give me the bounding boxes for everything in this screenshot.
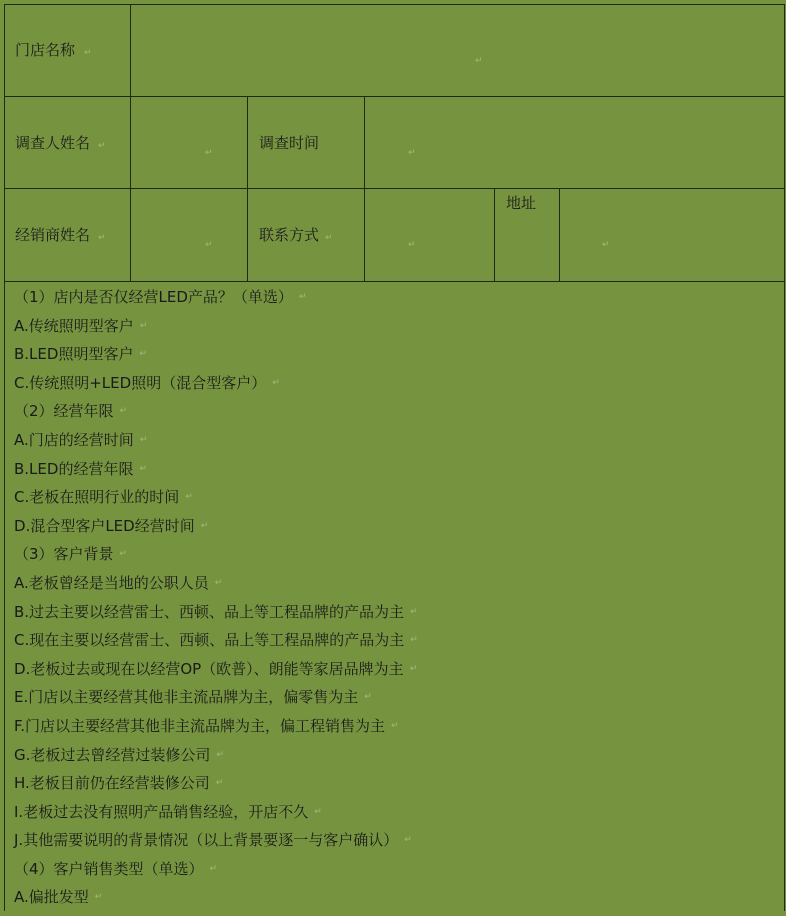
survey-time-value[interactable]: [365, 97, 784, 188]
option-item[interactable]: A.传统照明型客户 ↵: [14, 316, 148, 335]
store-name-label: 门店名称: [15, 41, 76, 59]
paragraph-mark-icon: ↵: [84, 48, 92, 58]
paragraph-mark-icon: ↵: [139, 463, 147, 474]
surveyor-label: 调查人姓名: [15, 134, 91, 152]
option-item[interactable]: F.门店以主要经营其他非主流品牌为主，偏工程销售为主 ↵: [14, 716, 399, 735]
option-item[interactable]: A.老板曾经是当地的公职人员 ↵: [14, 573, 223, 592]
paragraph-mark-icon: ↵: [391, 720, 399, 731]
paragraph-mark-icon: ↵: [298, 292, 307, 302]
option-item[interactable]: B.LED照明型客户 ↵: [14, 345, 147, 364]
option-item[interactable]: B.LED的经营年限 ↵: [14, 459, 147, 478]
paragraph-mark-icon: ↵: [98, 233, 106, 243]
paragraph-mark-icon: ↵: [119, 406, 128, 417]
paragraph-mark-icon: ↵: [272, 377, 280, 388]
paragraph-mark-icon: ↵: [139, 434, 148, 445]
question-heading: （4）客户销售类型（单选） ↵: [14, 859, 218, 878]
paragraph-mark-icon: ↵: [364, 692, 372, 703]
paragraph-mark-icon: ↵: [410, 606, 418, 617]
contact-value[interactable]: [365, 189, 494, 281]
paragraph-mark-icon: ↵: [314, 806, 322, 817]
option-item[interactable]: D.老板过去或现在以经营OP（欧普）、朗能等家居品牌为主 ↵: [14, 659, 418, 678]
paragraph-mark-icon: ↵: [475, 56, 483, 66]
paragraph-mark-icon: ↵: [94, 892, 103, 903]
paragraph-mark-icon: ↵: [205, 148, 213, 158]
contact-label: 联系方式: [259, 226, 320, 244]
address-value[interactable]: [560, 189, 784, 281]
paragraph-mark-icon: ↵: [410, 635, 418, 646]
option-item[interactable]: A.偏批发型 ↵: [14, 888, 103, 907]
paragraph-mark-icon: ↵: [409, 663, 418, 674]
paragraph-mark-icon: ↵: [215, 778, 224, 789]
paragraph-mark-icon: ↵: [404, 835, 412, 846]
paragraph-mark-icon: ↵: [209, 863, 218, 874]
question-heading: （1）店内是否仅经营LED产品？（单选） ↵: [14, 288, 307, 306]
table-border-left: [4, 4, 5, 911]
option-item[interactable]: H.老板目前仍在经营装修公司 ↵: [14, 774, 224, 793]
row-divider-3: [4, 281, 785, 282]
option-item[interactable]: C.传统照明+LED照明（混合型客户） ↵: [14, 373, 280, 392]
paragraph-mark-icon: ↵: [214, 577, 223, 588]
option-item[interactable]: I.老板过去没有照明产品销售经验，开店不久 ↵: [14, 802, 322, 821]
option-item[interactable]: J.其他需要说明的背景情况（以上背景要逐一与客户确认） ↵: [14, 831, 412, 850]
store-name-value[interactable]: [131, 5, 784, 96]
paragraph-mark-icon: ↵: [325, 233, 333, 243]
paragraph-mark-icon: ↵: [200, 520, 209, 531]
paragraph-mark-icon: ↵: [119, 549, 128, 560]
paragraph-mark-icon: ↵: [408, 148, 416, 158]
surveyor-value[interactable]: [131, 97, 247, 188]
table-border-right: [784, 4, 785, 911]
option-item[interactable]: C.现在主要以经营雷士、西顿、品上等工程品牌的产品为主 ↵: [14, 631, 418, 650]
dealer-label: 经销商姓名: [15, 226, 91, 244]
dealer-value[interactable]: [131, 189, 247, 281]
option-item[interactable]: E.门店以主要经营其他非主流品牌为主，偏零售为主 ↵: [14, 688, 372, 707]
col-divider-2: [247, 96, 248, 281]
paragraph-mark-icon: ↵: [602, 240, 610, 250]
option-item[interactable]: G.老板过去曾经营过装修公司 ↵: [14, 745, 224, 764]
option-item[interactable]: C.老板在照明行业的时间 ↵: [14, 488, 193, 507]
question-heading: （3）客户背景 ↵: [14, 545, 128, 564]
question-heading: （2）经营年限 ↵: [14, 402, 128, 421]
paragraph-mark-icon: ↵: [216, 749, 224, 760]
option-item[interactable]: B.过去主要以经营雷士、西顿、品上等工程品牌的产品为主 ↵: [14, 602, 418, 621]
paragraph-mark-icon: ↵: [139, 320, 148, 331]
paragraph-mark-icon: ↵: [408, 240, 416, 250]
paragraph-mark-icon: ↵: [139, 349, 147, 360]
option-item[interactable]: D.混合型客户LED经营时间 ↵: [14, 516, 209, 535]
address-label: 地址: [506, 194, 537, 212]
survey-questions: [14, 287, 774, 916]
option-item[interactable]: A.门店的经营时间 ↵: [14, 430, 148, 449]
col-divider-4: [494, 188, 495, 281]
paragraph-mark-icon: ↵: [205, 240, 213, 250]
paragraph-mark-icon: ↵: [98, 141, 106, 151]
paragraph-mark-icon: ↵: [185, 492, 193, 503]
survey-time-label: 调查时间: [259, 134, 320, 152]
